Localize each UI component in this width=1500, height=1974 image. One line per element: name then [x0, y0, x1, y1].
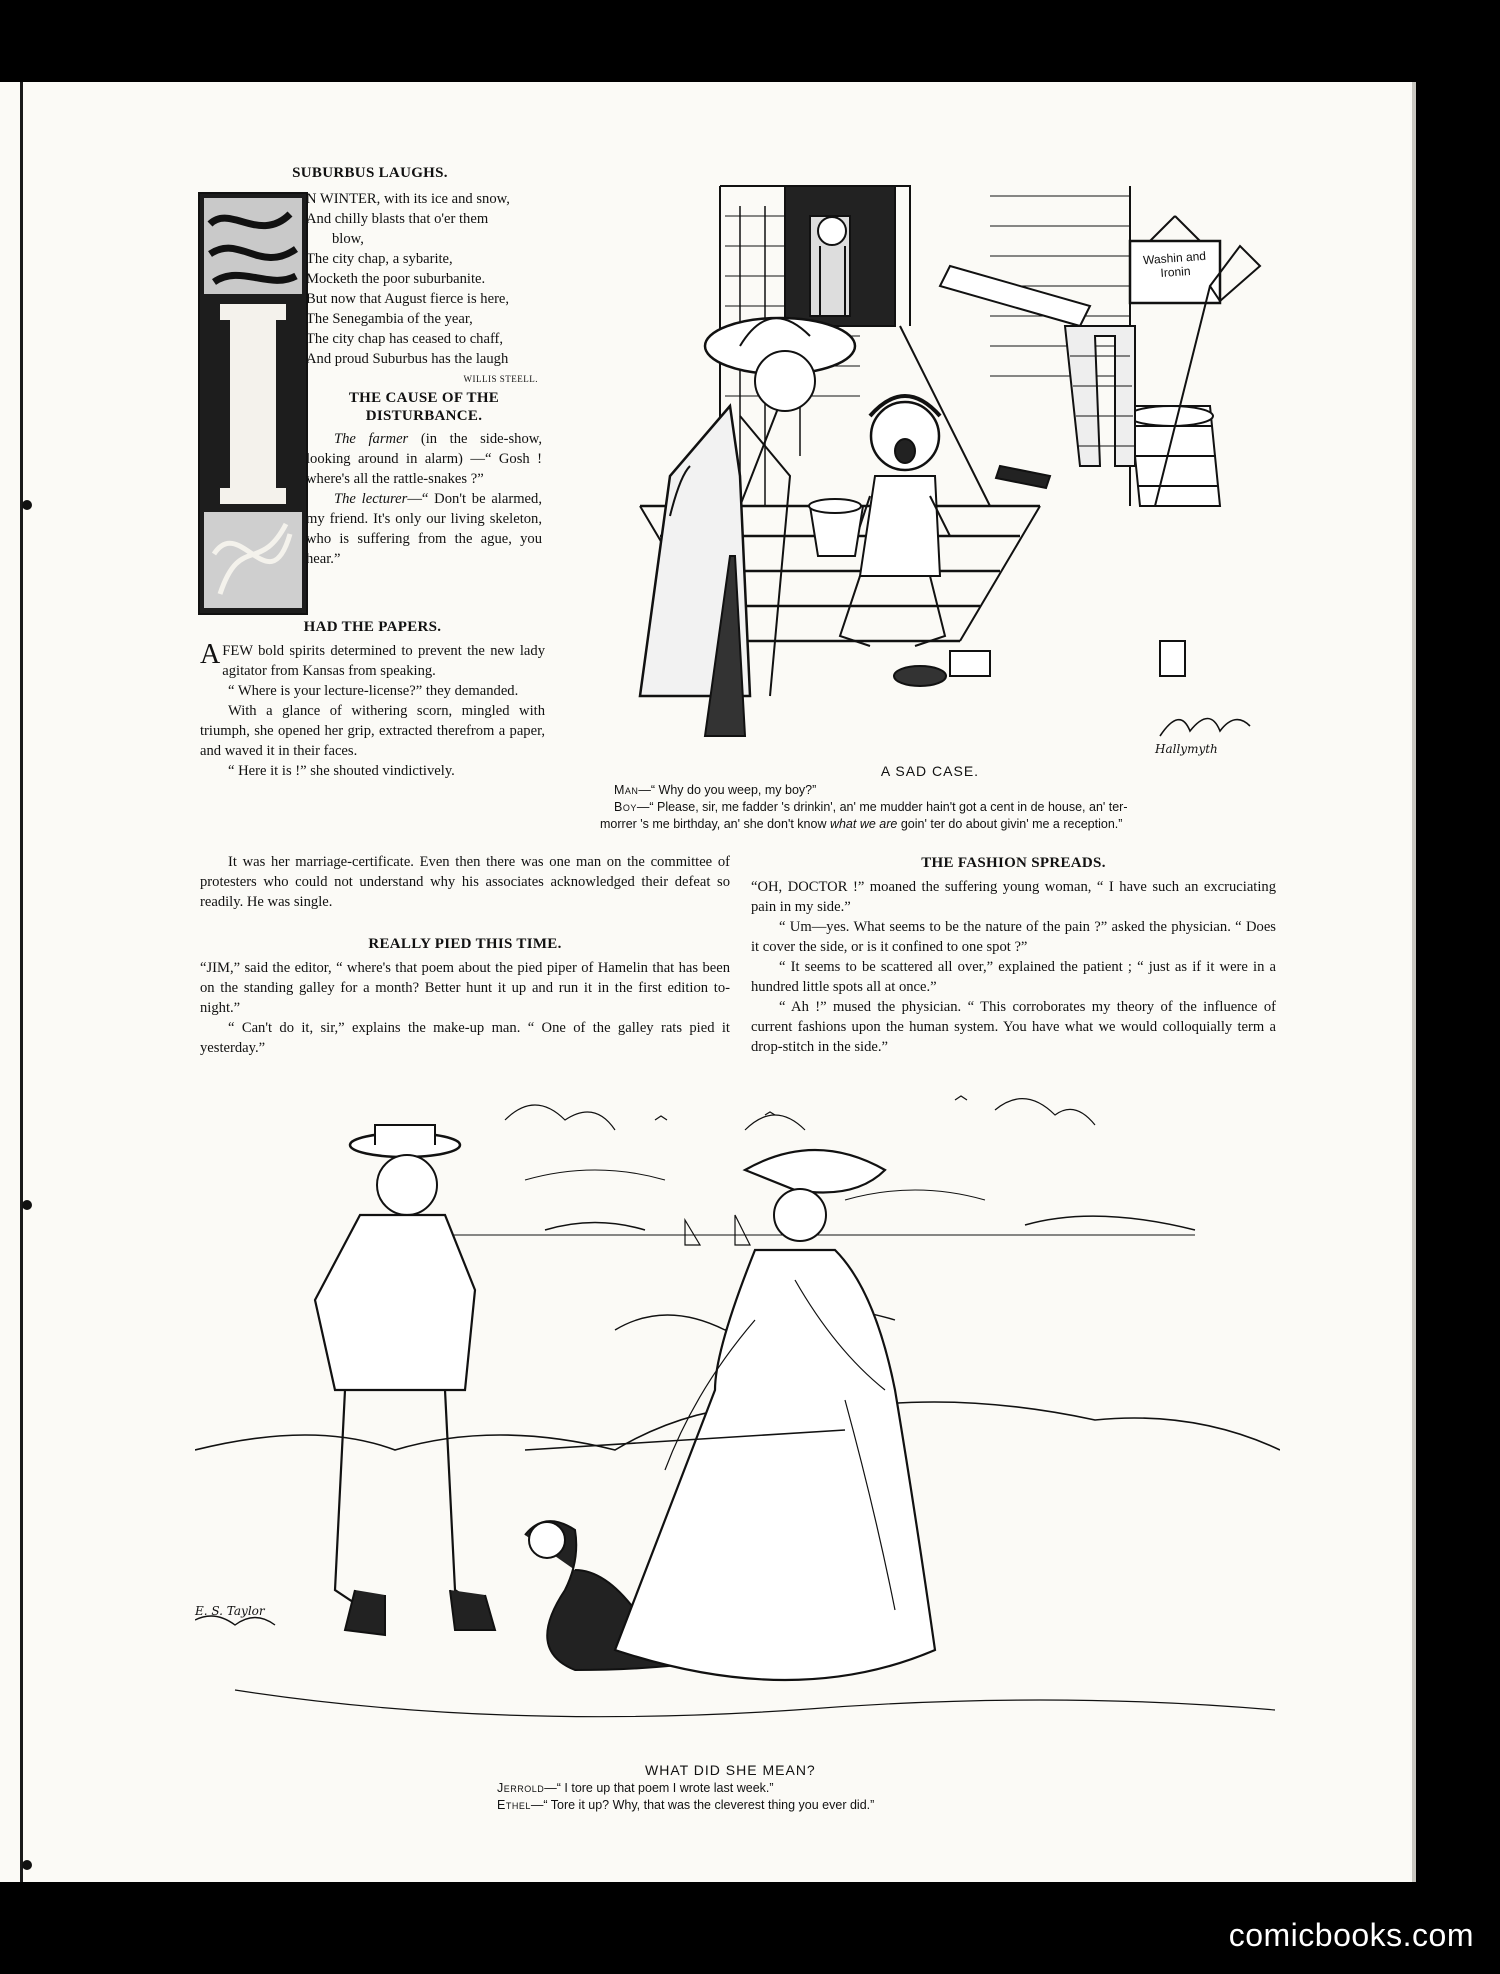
seaside-artist-signature: E. S. Taylor	[195, 1604, 265, 1618]
speaker-text: —“ Why do you weep, my boy?”	[638, 783, 817, 797]
pied-title: REALLY PIED THIS TIME.	[368, 936, 562, 952]
verse-line: The city chap, a sybarite,	[306, 251, 453, 267]
fashion-paragraph: “OH, DOCTOR !” moaned the suffering young woman, “ I have such an excruciating pain in my side.”	[751, 879, 1276, 915]
sad-case-boy-line	[600, 799, 1260, 816]
papers-text: FEW bold spirits determined to prevent the new lady agitator from Kansas from speaking.	[222, 643, 545, 679]
verse-line: The Senegambia of the year,	[306, 311, 473, 327]
ornamental-initial-I	[198, 192, 308, 615]
speaker-label: Ethel	[497, 1798, 531, 1812]
sad-case-man-line	[600, 782, 1260, 799]
suburbus-author: WILLIS STEELL.	[463, 374, 538, 384]
speaker-label: Man	[614, 783, 639, 797]
laundry-sign-text: Washin and Ironin	[1142, 248, 1207, 281]
papers-paragraph: It was her marriage-certificate. Even then there was one man on the committee of protesters who could not understand why his associates acknowledged their defeat so readily. He was single.	[200, 854, 730, 910]
speaker-label: Boy	[614, 800, 637, 814]
verse-line: The city chap has ceased to chaff,	[306, 331, 504, 347]
papers-paragraph: “ Where is your lecture-license?” they demanded.	[228, 683, 519, 699]
site-watermark: comicbooks.com	[1228, 1917, 1474, 1953]
papers-paragraph: With a glance of withering scorn, mingled with triumph, she opened her grip, extracted therefrom a paper, and waved it in their faces.	[200, 703, 545, 759]
cause-article	[306, 389, 542, 569]
page-edge	[1412, 82, 1416, 1882]
seaside-illustration	[195, 1090, 1280, 1760]
she-mean-ethel-line	[497, 1797, 1057, 1814]
cause-paragraph	[306, 489, 542, 569]
papers-title: HAD THE PAPERS.	[303, 619, 442, 635]
she-mean-caption	[497, 1762, 1057, 1814]
speaker-text: goin' ter do about givin' me a reception.”	[897, 817, 1123, 831]
papers-dropcap: A	[200, 639, 221, 670]
cause-title: THE CAUSE OF THE DISTURBANCE.	[348, 390, 500, 424]
papers-paragraph: “ Here it is !” she shouted vindictively.	[228, 763, 455, 779]
binding-fold	[20, 82, 23, 1882]
fashion-paragraph: “ It seems to be scattered all over,” explained the patient ; “ just as if it were in a hundred little spots all at once.”	[751, 959, 1276, 995]
she-mean-jerrold-line	[497, 1780, 1057, 1797]
papers-article	[200, 617, 545, 781]
cause-paragraph	[306, 429, 542, 489]
papers-paragraph	[200, 641, 545, 681]
cause-text: —“ Don't be alarmed, my friend. It's only our living skeleton, who is suffering from the ague, you hear.”	[306, 491, 542, 567]
fashion-title: THE FASHION SPREADS.	[921, 855, 1106, 871]
speaker-label: Jerrold	[497, 1781, 545, 1795]
emphasis: we are	[859, 817, 898, 831]
sad-case-boy-line-2	[600, 816, 1260, 833]
verse-line: Mocketh the poor suburbanite.	[306, 271, 486, 287]
cause-speaker: The lecturer	[334, 491, 408, 507]
emphasis: what	[829, 817, 857, 831]
verse-line: N WINTER, with its ice and snow,	[306, 191, 510, 207]
binding-hole	[22, 1200, 32, 1210]
sad-case-artist-signature: Hallymyth	[1155, 742, 1218, 756]
fashion-paragraph: “ Um—yes. What seems to be the nature of the pain ?” asked the physician. “ Does it cover the side, or is it confined to one spot ?”	[751, 919, 1276, 955]
speaker-text: morrer 's me birthday, an' she don't know	[600, 817, 830, 831]
verse-line: And proud Suburbus has the laugh	[306, 351, 509, 367]
speaker-text: —“ Tore it up? Why, that was the cleverest thing you ever did.”	[530, 1798, 875, 1812]
suburbus-title-block	[200, 163, 540, 187]
binding-hole	[22, 1860, 32, 1870]
she-mean-title: WHAT DID SHE MEAN?	[645, 1762, 816, 1778]
cause-text: (in the side-show, looking around in alarm) —“ Gosh ! where's all the rattle-snakes ?”	[306, 431, 542, 487]
sad-case-illustration	[570, 176, 1270, 771]
sad-case-caption	[600, 763, 1260, 833]
pied-paragraph: “ Can't do it, sir,” explains the make-up man. “ One of the galley rats pied it yesterday.”	[200, 1020, 730, 1056]
verse-line: And chilly blasts that o'er them	[306, 211, 489, 227]
pied-article	[200, 934, 730, 1058]
verse-line: But now that August fierce is here,	[306, 291, 510, 307]
pied-paragraph: “JIM,” said the editor, “ where's that poem about the pied piper of Hamelin that has been on the standing galley for a month? Better hunt it up and run it in the first edition to-night.”	[200, 960, 730, 1016]
fashion-article	[751, 853, 1276, 1057]
suburbus-title: SUBURBUS LAUGHS.	[292, 165, 448, 181]
papers-continuation	[200, 852, 730, 912]
verse-line: blow,	[332, 231, 364, 247]
cause-speaker: The farmer	[334, 431, 409, 447]
suburbus-verse	[306, 189, 546, 389]
fashion-paragraph: “ Ah !” mused the physician. “ This corroborates my theory of the influence of current fashions upon the human system. You have what we would colloquially term a drop-stitch in the side.”	[751, 999, 1276, 1055]
binding-hole	[22, 500, 32, 510]
speaker-text: —“ Please, sir, me fadder 's drinkin', an' me mudder hain't got a cent in de house, an' ter-	[636, 800, 1128, 814]
speaker-text: —“ I tore up that poem I wrote last week.”	[544, 1781, 774, 1795]
sad-case-title: A SAD CASE.	[880, 763, 980, 779]
